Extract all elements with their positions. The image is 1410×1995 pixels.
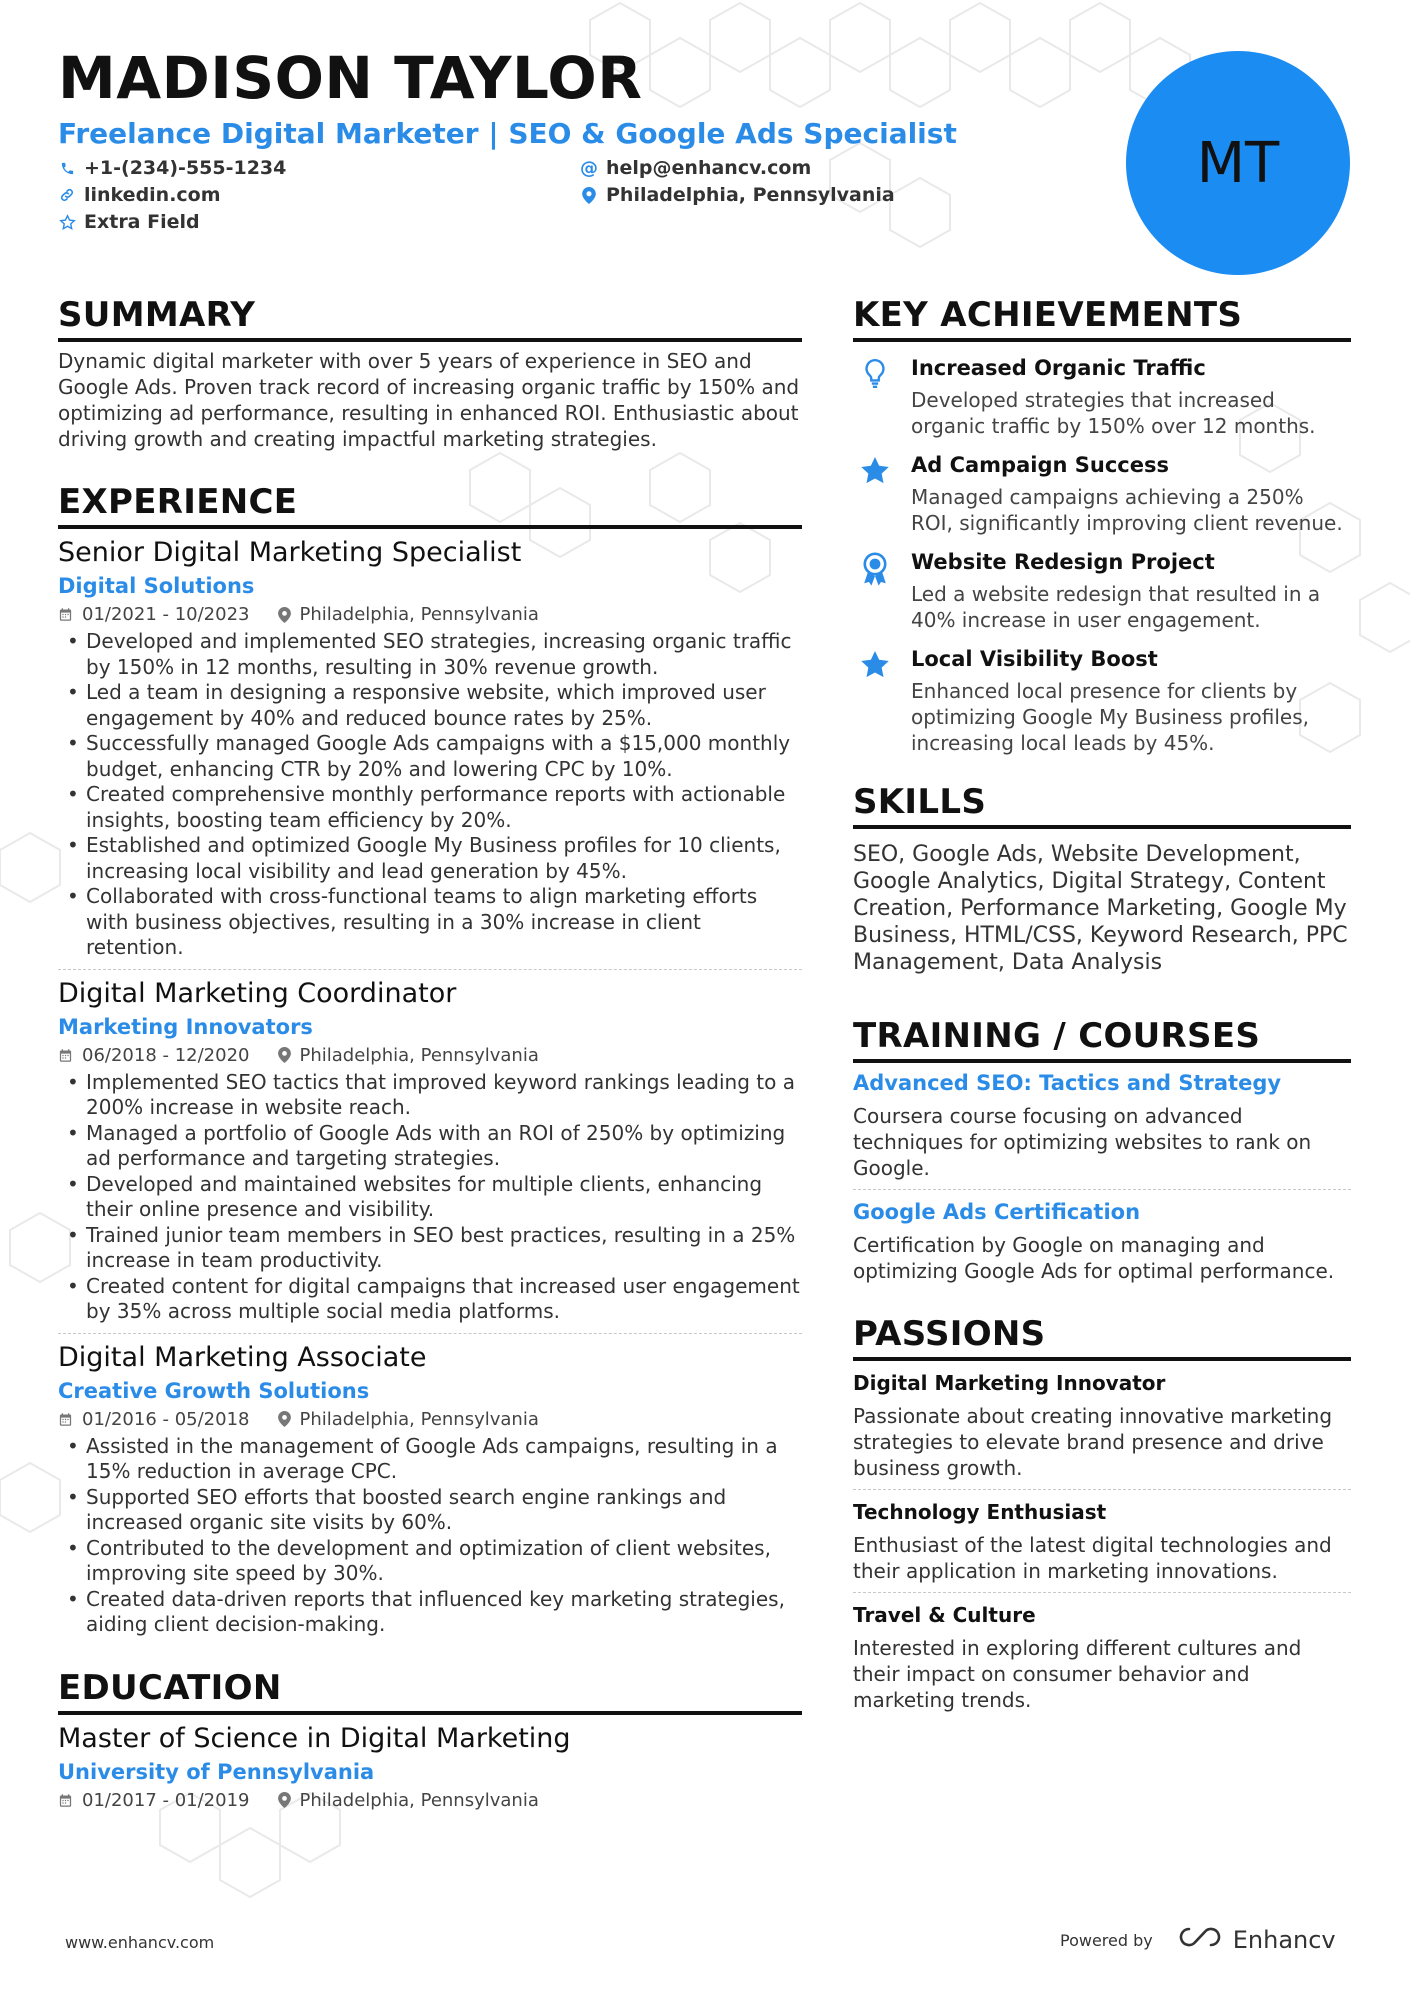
award-icon	[853, 550, 897, 633]
job-bullets	[58, 1070, 802, 1325]
achievement-desc: Enhanced local presence for clients by optimizing Google My Business profiles, increasing local leads by 45%.	[911, 679, 1309, 755]
experience-heading: EXPERIENCE	[58, 482, 802, 529]
job-dates	[58, 604, 250, 625]
contact-extra-text: Extra Field	[84, 211, 200, 233]
map-pin-icon	[580, 186, 598, 204]
at-sign-icon: @	[580, 157, 598, 179]
calendar-icon	[58, 1048, 73, 1063]
job-bullet: • Created comprehensive monthly performance reports with actionable insights, boosting team efficiency by 20%.	[58, 782, 802, 833]
education-degree: Master of Science in Digital Marketing	[58, 1722, 571, 1754]
lightbulb-icon	[853, 356, 897, 439]
candidate-name: MADISON TAYLOR	[58, 44, 643, 112]
job-dates-text: 06/2018 - 12/2020	[82, 1044, 250, 1066]
entry-divider	[58, 1333, 802, 1334]
map-pin-icon	[278, 607, 291, 623]
experience-entry	[58, 537, 802, 970]
course-item	[853, 1071, 1351, 1190]
entry-divider	[853, 1592, 1351, 1593]
job-bullet: • Supported SEO efforts that boosted search engine rankings and increased organic site visits by 60%.	[58, 1485, 802, 1536]
experience-entry	[58, 978, 802, 1334]
enhancv-brand-name: Enhancv	[1232, 1926, 1336, 1954]
passion-item	[853, 1371, 1351, 1490]
job-location-text: Philadelphia, Pennsylvania	[299, 1044, 539, 1066]
course-item	[853, 1200, 1351, 1284]
course-desc: Coursera course focusing on advanced techniques for optimizing websites to rank on Google.	[853, 1104, 1312, 1180]
entry-divider	[853, 1489, 1351, 1490]
achievement-title: Local Visibility Boost	[911, 647, 1158, 671]
job-dates	[58, 1045, 250, 1066]
experience-entry	[58, 1342, 802, 1638]
job-title: Digital Marketing Coordinator	[58, 977, 457, 1009]
job-bullet: • Trained junior team members in SEO best practices, resulting in a 25% increase in team productivity.	[58, 1223, 802, 1274]
contact-linkedin[interactable]	[58, 184, 221, 206]
map-pin-icon	[278, 1411, 291, 1427]
skills-heading: SKILLS	[853, 782, 1351, 829]
job-bullet: • Contributed to the development and optimization of client websites, improving site speed by 30%.	[58, 1536, 802, 1587]
avatar-initials: MT	[1196, 130, 1280, 196]
job-meta	[58, 1409, 802, 1430]
education-location-text: Philadelphia, Pennsylvania	[299, 1789, 539, 1811]
summary-text: Dynamic digital marketer with over 5 years of experience in SEO and Google Ads. Proven track record of increasing organic traffic by 150% and optimizing ad performance, resulting in enhanced ROI. Enthusiastic about driving growth and creating impactful marketing strategies.	[58, 349, 800, 451]
star-icon	[853, 453, 897, 536]
passion-item	[853, 1603, 1351, 1713]
entry-divider	[853, 1189, 1351, 1190]
contact-location	[580, 184, 895, 206]
job-location	[278, 1045, 539, 1066]
footer-branding	[1060, 1925, 1336, 1955]
contact-location-text: Philadelphia, Pennsylvania	[606, 184, 895, 206]
job-dates-text: 01/2021 - 10/2023	[82, 604, 250, 625]
contact-phone[interactable]	[58, 157, 286, 179]
passions-heading: PASSIONS	[853, 1314, 1351, 1361]
star-icon	[853, 647, 897, 756]
job-meta	[58, 1045, 802, 1066]
education-heading: EDUCATION	[58, 1668, 802, 1715]
achievement-title: Ad Campaign Success	[911, 453, 1169, 477]
course-title: Advanced SEO: Tactics and Strategy	[853, 1071, 1282, 1095]
contact-email-text: help@enhancv.com	[606, 157, 812, 179]
enhancv-brand[interactable]	[1177, 1925, 1336, 1955]
passion-title: Travel & Culture	[853, 1603, 1036, 1627]
job-bullet: • Developed and implemented SEO strategies, increasing organic traffic by 150% in 12 months, resulting in 30% revenue growth.	[58, 629, 802, 680]
education-entry	[58, 1723, 802, 1811]
link-icon	[58, 186, 76, 204]
contact-phone-text: +1-(234)-555-1234	[84, 157, 287, 179]
left-column	[58, 295, 802, 1811]
job-bullet: • Led a team in designing a responsive website, which improved user engagement by 40% and reduced bounce rates by 25%.	[58, 680, 802, 731]
achievement-title: Increased Organic Traffic	[911, 356, 1206, 380]
summary-heading: SUMMARY	[58, 295, 802, 342]
avatar	[1126, 51, 1350, 275]
job-title: Digital Marketing Associate	[58, 1341, 427, 1373]
job-bullet: • Assisted in the management of Google Ads campaigns, resulting in a 15% reduction in average CPC.	[58, 1434, 802, 1485]
achievement-item	[853, 356, 1351, 439]
right-column	[853, 295, 1351, 1713]
education-dates-text: 01/2017 - 01/2019	[82, 1789, 250, 1811]
passion-desc: Enthusiast of the latest digital technologies and their application in marketing innovations.	[853, 1533, 1332, 1583]
calendar-icon	[58, 1793, 73, 1808]
contact-email[interactable]	[580, 157, 811, 179]
passion-title: Digital Marketing Innovator	[853, 1371, 1166, 1395]
achievement-item	[853, 647, 1351, 756]
achievements-heading: KEY ACHIEVEMENTS	[853, 295, 1351, 342]
job-bullets	[58, 1434, 802, 1638]
passion-desc: Interested in exploring different cultures and their impact on consumer behavior and marketing trends.	[853, 1636, 1302, 1712]
job-bullet: • Created data-driven reports that influenced key marketing strategies, aiding client decision-making.	[58, 1587, 802, 1638]
passion-item	[853, 1500, 1351, 1593]
job-title: Senior Digital Marketing Specialist	[58, 537, 522, 568]
course-title: Google Ads Certification	[853, 1200, 1141, 1224]
entry-divider	[58, 969, 802, 970]
job-location	[278, 604, 539, 625]
footer-website-link[interactable]: www.enhancv.com	[65, 1933, 215, 1952]
passion-desc: Passionate about creating innovative marketing strategies to elevate brand presence and drive business growth.	[853, 1404, 1333, 1480]
map-pin-icon	[278, 1792, 291, 1808]
achievement-desc: Developed strategies that increased organic traffic by 150% over 12 months.	[911, 388, 1316, 438]
job-bullet: • Established and optimized Google My Business profiles for 10 clients, increasing local visibility and lead generation by 45%.	[58, 833, 802, 884]
achievement-item	[853, 550, 1351, 633]
calendar-icon	[58, 607, 73, 622]
education-dates	[58, 1790, 250, 1811]
job-bullet: • Managed a portfolio of Google Ads with an ROI of 250% by optimizing ad performance and targeting strategies.	[58, 1121, 802, 1172]
job-company: Creative Growth Solutions	[58, 1378, 370, 1403]
enhancv-logo-icon	[1177, 1925, 1223, 1955]
job-location	[278, 1409, 539, 1430]
job-company: Digital Solutions	[58, 574, 255, 598]
candidate-headline: Freelance Digital Marketer | SEO & Google Ads Specialist	[58, 117, 957, 150]
skills-list: SEO, Google Ads, Website Development, Google Analytics, Digital Strategy, Content Creation, Performance Marketing, Google My Business, HTML/CSS, Keyword Research, PPC Management, Data Analysis	[853, 842, 1348, 975]
passion-title: Technology Enthusiast	[853, 1500, 1107, 1524]
phone-icon	[58, 159, 76, 177]
achievement-desc: Managed campaigns achieving a 250% ROI, significantly improving client revenue.	[911, 485, 1343, 535]
achievement-item	[853, 453, 1351, 536]
job-bullet: • Successfully managed Google Ads campaigns with a $15,000 monthly budget, enhancing CTR by 20% and lowering CPC by 10%.	[58, 731, 802, 782]
achievement-title: Website Redesign Project	[911, 550, 1215, 574]
map-pin-icon	[278, 1047, 291, 1063]
contact-linkedin-text: linkedin.com	[84, 184, 221, 206]
job-meta	[58, 604, 802, 625]
job-company: Marketing Innovators	[58, 1014, 313, 1039]
education-meta	[58, 1790, 802, 1811]
star-outline-icon	[58, 213, 76, 231]
job-bullet: • Created content for digital campaigns that increased user engagement by 35% across multiple social media platforms.	[58, 1274, 802, 1325]
job-location-text: Philadelphia, Pennsylvania	[299, 1408, 539, 1430]
powered-by-label: Powered by	[1060, 1930, 1153, 1950]
job-location-text: Philadelphia, Pennsylvania	[299, 604, 539, 625]
job-bullet: • Implemented SEO tactics that improved keyword rankings leading to a 200% increase in website reach.	[58, 1070, 802, 1121]
education-school: University of Pennsylvania	[58, 1759, 375, 1784]
job-bullet: • Developed and maintained websites for multiple clients, enhancing their online presence and visibility.	[58, 1172, 802, 1223]
job-bullet: • Collaborated with cross-functional teams to align marketing efforts with business objectives, resulting in a 30% increase in client retention.	[58, 884, 802, 961]
job-bullets	[58, 629, 802, 961]
achievement-desc: Led a website redesign that resulted in a 40% increase in user engagement.	[911, 582, 1321, 632]
contact-extra-field	[58, 211, 200, 233]
job-dates-text: 01/2016 - 05/2018	[82, 1408, 250, 1430]
education-location	[278, 1790, 539, 1811]
job-dates	[58, 1409, 250, 1430]
training-heading: TRAINING / COURSES	[853, 1016, 1351, 1063]
calendar-icon	[58, 1412, 73, 1427]
course-desc: Certification by Google on managing and optimizing Google Ads for optimal performance.	[853, 1233, 1335, 1283]
